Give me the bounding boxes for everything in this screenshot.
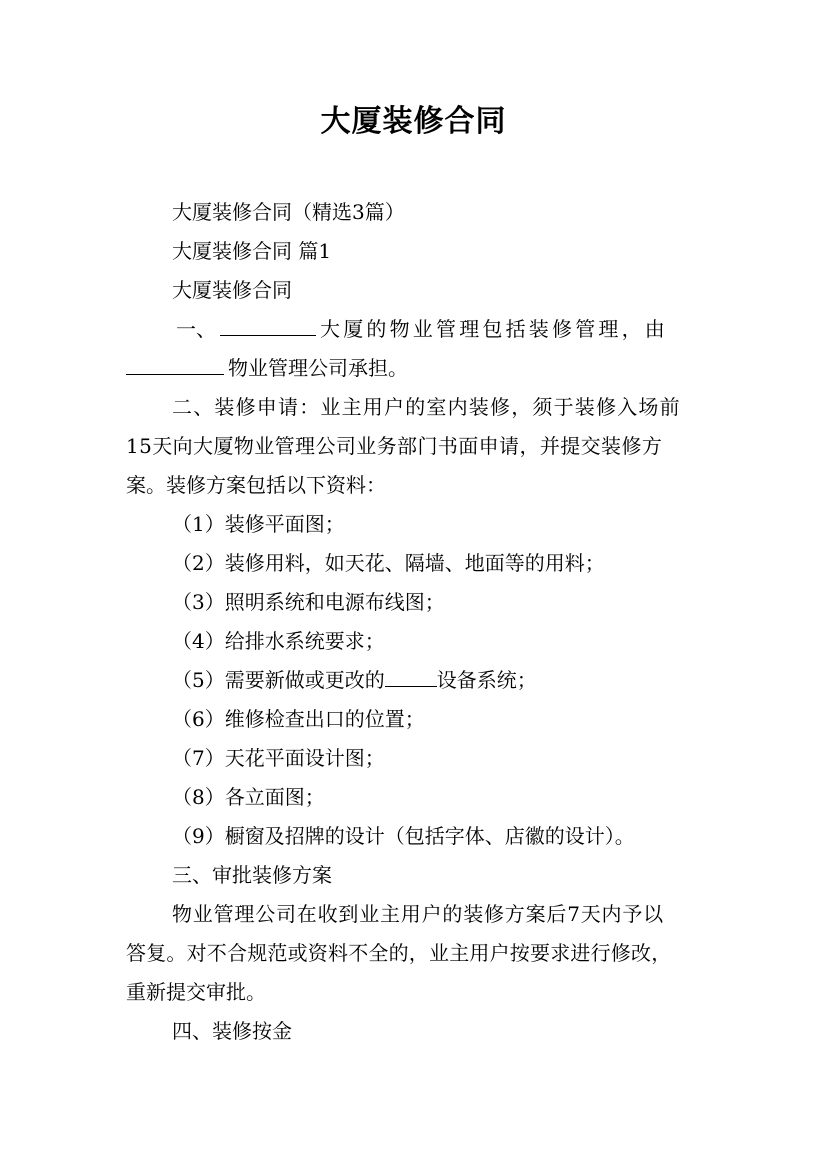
clause1-middle: 大厦的物业管理包括装修管理，由 — [320, 317, 668, 341]
part-heading: 大厦装修合同 篇1 — [172, 239, 332, 263]
clause1-prefix: 一、 — [176, 317, 216, 341]
clause1-line1 — [176, 316, 668, 342]
clause3-line2: 答复。对不合规范或资料不全的，业主用户按要求进行修改， — [126, 941, 672, 965]
list-item: （4）给排水系统要求； — [172, 629, 385, 653]
list-item: （1）装修平面图； — [172, 512, 345, 536]
item5-suffix: 设备系统； — [436, 668, 537, 692]
contract-heading: 大厦装修合同 — [172, 278, 292, 302]
clause3-line3: 重新提交审批。 — [126, 980, 266, 1004]
list-item: （2）装修用料，如天花、隔墙、地面等的用料； — [172, 551, 605, 575]
blank-equipment — [385, 668, 437, 687]
clause2-line2: 15天向大厦物业管理公司业务部门书面申请，并提交装修方 — [126, 434, 663, 458]
list-item: （7）天花平面设计图； — [172, 746, 385, 770]
list-item: （9）橱窗及招牌的设计（包括字体、店徽的设计）。 — [172, 824, 635, 848]
document-subtitle: 大厦装修合同（精选3篇） — [172, 200, 405, 224]
list-item: （6）维修检查出口的位置； — [172, 707, 425, 731]
clause3-heading: 三、审批装修方案 — [172, 863, 332, 887]
clause2-line1: 二、装修申请：业主用户的室内装修，须于装修入场前 — [172, 395, 681, 419]
document-title: 大厦装修合同 — [320, 104, 507, 139]
blank-building-name — [220, 317, 316, 336]
clause1-end: 物业管理公司承担。 — [228, 356, 408, 380]
clause4-heading: 四、装修按金 — [172, 1019, 292, 1043]
list-item: （3）照明系统和电源布线图； — [172, 590, 445, 614]
blank-company-name — [126, 356, 224, 375]
list-item: （8）各立面图； — [172, 785, 325, 809]
clause3-line1: 物业管理公司在收到业主用户的装修方案后7天内予以 — [172, 902, 664, 926]
list-item — [172, 667, 537, 693]
clause1-line2 — [126, 355, 408, 381]
clause2-line3: 案。装修方案包括以下资料： — [126, 473, 386, 497]
item5-text: （5）需要新做或更改的 — [172, 668, 385, 692]
